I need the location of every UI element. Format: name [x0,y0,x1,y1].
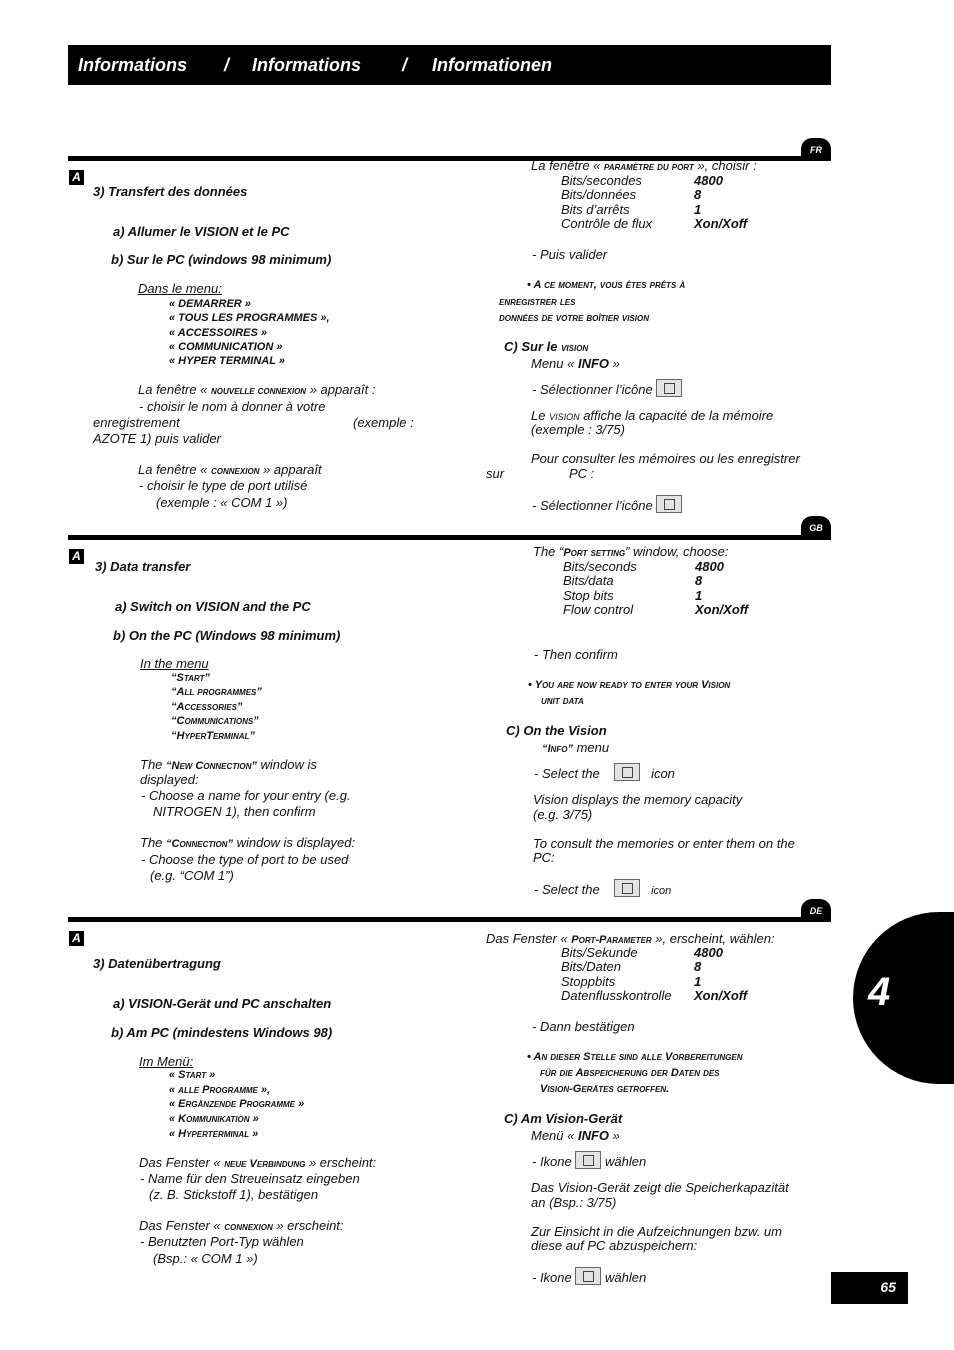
port-setting-line: Das Fenster « Port-Parameter », erscheint, wählen: [486,931,775,946]
capacity-line: Le vision affiche la capacité de la mémoire [531,408,774,423]
header-separator: / [224,55,230,75]
ready-note: enregistrer les [499,296,576,308]
menu-item: « Hyperterminal » [169,1128,259,1140]
consult-line: Pour consulter les mémoires ou les enregistrer [531,451,800,466]
menu-item: « ACCESSOIRES » [169,327,268,339]
new-connection-line: The “New Connection” window is [140,757,317,772]
ready-note: données de votre boîtier vision [499,312,650,324]
menu-item: « DEMARRER » [169,298,251,310]
menu-item: « Ergänzende Programme » [169,1098,305,1110]
setting-label: Bits/Daten [561,959,621,974]
substep-c: C) Am Vision-Gerät [504,1111,623,1126]
chapter-number: 4 [868,970,891,1014]
capacity-line: Vision displays the memory capacity [533,792,743,807]
substep-a: a) VISION-Gerät und PC anschalten [113,996,332,1011]
instruction-line: NITROGEN 1), then confirm [153,804,316,819]
setting-value: Xon/Xoff [694,216,748,231]
info-menu-line: Menü « INFO » [531,1128,620,1143]
setting-value: Xon/Xoff [694,988,748,1003]
header-title-gb: Informations [252,55,362,75]
capacity-line: (exemple : 3/75) [531,422,625,437]
substep-c: C) On the Vision [506,723,607,738]
new-connection-line: Das Fenster « neue Verbindung » erscheint: [139,1155,377,1170]
menu-item: « Kommunikation » [169,1113,259,1125]
setting-value: 1 [694,974,702,989]
setting-value: 8 [695,573,703,588]
step-heading: 3) Datenübertragung [93,956,221,971]
setting-label: Stoppbits [561,974,616,989]
menu-item: « alle Programme », [169,1084,271,1096]
setting-label: Bits/Sekunde [561,945,638,960]
confirm-line: - Puis valider [532,247,608,262]
setting-value: 1 [695,588,703,603]
substep-b: b) On the PC (Windows 98 minimum) [113,628,341,643]
substep-a: a) Allumer le VISION et le PC [113,224,290,239]
substep-b: b) Am PC (mindestens Windows 98) [111,1025,333,1040]
setting-label: Flow control [563,602,634,617]
setting-label: Bits/données [561,187,637,202]
menu-label: Im Menü: [139,1054,194,1069]
confirm-line: - Then confirm [534,647,618,662]
ready-note: unit data [541,695,584,707]
menu-label: Dans le menu: [138,281,222,296]
setting-value: Xon/Xoff [695,602,749,617]
capacity-line: Das Vision-Gerät zeigt die Speicherkapazität [531,1180,789,1195]
setting-label: Bits/secondes [561,173,642,188]
figure-letter-box: A [69,170,84,185]
ready-note: • A ce moment, vous êtes prêts à [527,279,686,291]
consult-line: Zur Einsicht in die Aufzeichnungen bzw. um [531,1224,782,1239]
memory-info-icon[interactable] [656,379,682,397]
header-title-de: Informationen [432,55,552,75]
instruction-line: - Benutzten Port-Typ wählen [140,1234,304,1249]
menu-item: « TOUS LES PROGRAMMES », [169,312,330,324]
page-number: 65 [831,1272,908,1304]
confirm-line: - Dann bestätigen [532,1019,635,1034]
consult-line: PC: [533,850,555,865]
instruction-line: - Choose a name for your entry (e.g. [141,788,351,803]
menu-item: “Accessories” [171,701,243,713]
setting-label: Bits/data [563,573,614,588]
setting-label: Datenflusskontrolle [561,988,672,1003]
info-menu-line: Menu « INFO » [531,356,620,371]
setting-label: Contrôle de flux [561,216,653,231]
select-icon-line: - Ikone wählen [532,1267,646,1285]
menu-item: « COMMUNICATION » [169,341,283,353]
step-heading: 3) Transfert des données [93,184,248,199]
substep-b: b) Sur le PC (windows 98 minimum) [111,252,332,267]
section-rule [68,535,831,540]
setting-value: 4800 [694,945,723,960]
select-icon-line: - Select the icon [534,879,671,899]
consult-line: PC : [569,466,595,481]
select-icon-line: - Ikone wählen [532,1151,646,1169]
setting-value: 8 [694,959,702,974]
instruction-line: (exemple : « COM 1 ») [156,495,288,510]
menu-item: “HyperTerminal” [171,730,255,742]
port-setting-line: La fenêtre « paramètre du port », choisir : [531,158,757,173]
menu-item: “All programmes” [171,686,262,698]
instruction-line: (e.g. “COM 1”) [150,868,234,883]
menu-item: « HYPER TERMINAL » [169,355,285,367]
connection-line: La fenêtre « connexion » apparaît [138,462,322,477]
instruction-line: - Name für den Streueinsatz eingeben [140,1171,360,1186]
ready-note: • An dieser Stelle sind alle Vorbereitungen [527,1051,743,1063]
consult-line: sur [486,466,505,481]
capacity-line: an (Bsp.: 3/75) [531,1195,617,1210]
setting-value: 4800 [694,173,723,188]
section-rule [68,917,831,922]
new-connection-line: La fenêtre « nouvelle connexion » apparaît : [138,382,376,397]
setting-label: Bits/seconds [563,559,637,574]
select-icon-line: - Sélectionner l’icône [532,379,682,397]
consult-line: diese auf PC abzuspeichern: [531,1238,698,1253]
setting-value: 4800 [695,559,724,574]
figure-letter-box: A [69,931,84,946]
connection-line: Das Fenster « connexion » erscheint: [139,1218,344,1233]
connection-line: The “Connection” window is displayed: [140,835,356,850]
header-separator: / [402,55,408,75]
instruction-line: (Bsp.: « COM 1 ») [153,1251,258,1266]
instruction-line: displayed: [140,772,199,787]
memory-transfer-icon[interactable] [575,1267,601,1285]
header-title-fr: Informations [78,55,188,75]
port-setting-line: The “Port setting” window, choose: [533,544,729,559]
memory-transfer-icon[interactable] [656,495,682,513]
memory-info-icon[interactable] [614,763,640,781]
setting-label: Bits d’arrêts [561,202,630,217]
memory-info-icon[interactable] [575,1151,601,1169]
figure-letter-box: A [69,549,84,564]
menu-label: In the menu [140,656,209,671]
ready-note: • You are now ready to enter your Vision [528,679,731,691]
memory-transfer-icon[interactable] [614,879,640,897]
ready-note: Vision-Gerätes getroffen. [540,1083,670,1095]
ready-note: für die Abspeicherung der Daten des [540,1067,720,1079]
language-tab-fr: FR [801,138,831,160]
info-menu-line: “Info” menu [542,740,610,755]
instruction-line: AZOTE 1) puis valider [93,431,221,446]
instruction-line: enregistrement [93,415,180,430]
menu-item: “Communications” [171,715,259,727]
language-tab-gb: GB [801,516,831,538]
select-icon-line: - Select the icon [534,763,675,781]
instruction-line: - choisir le type de port utilisé [139,478,308,493]
header-bar [68,45,831,85]
menu-item: “Start” [171,672,210,684]
instruction-line: (exemple : [353,415,414,430]
menu-item: « Start » [169,1069,216,1081]
setting-label: Stop bits [563,588,614,603]
setting-value: 8 [694,187,702,202]
instruction-line: (z. B. Stickstoff 1), bestätigen [149,1187,319,1202]
language-tab-de: DE [801,899,831,921]
consult-line: To consult the memories or enter them on the [533,836,795,851]
substep-a: a) Switch on VISION and the PC [115,599,311,614]
select-icon-line: - Sélectionner l’icône [532,495,682,513]
step-heading: 3) Data transfer [95,559,191,574]
capacity-line: (e.g. 3/75) [533,807,593,822]
instruction-line: - choisir le nom à donner à votre [139,399,326,414]
substep-c: C) Sur le vision [504,339,589,354]
setting-value: 1 [694,202,702,217]
instruction-line: - Choose the type of port to be used [141,852,349,867]
